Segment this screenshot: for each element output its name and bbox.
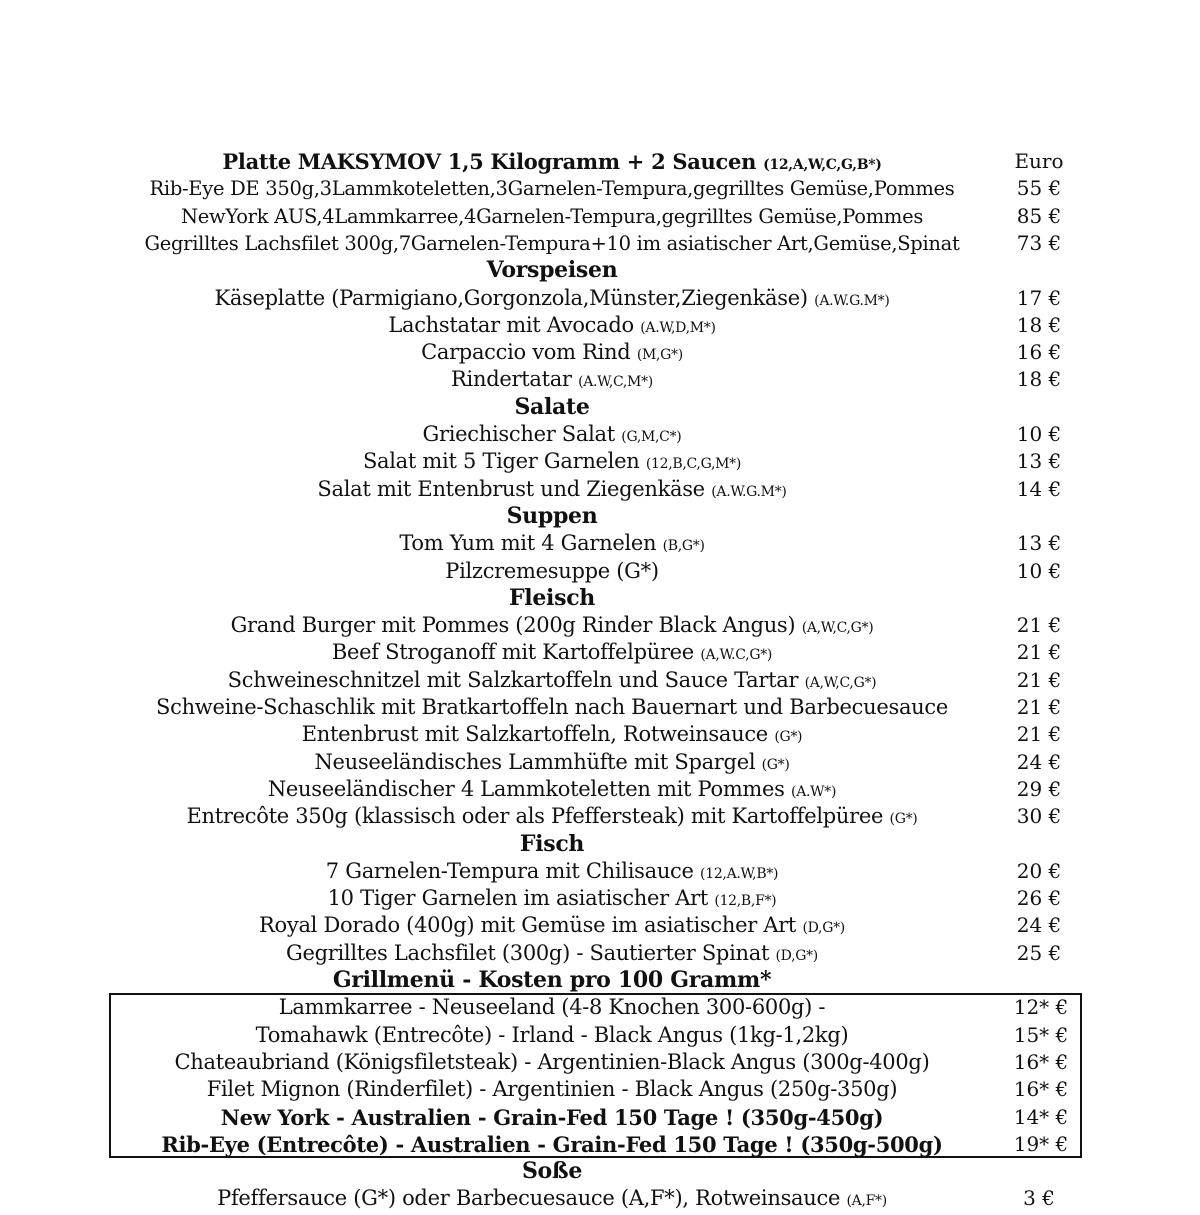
section-heading xyxy=(0,585,1200,612)
item-name-text: Schweine-Schaschlik mit Bratkartoffeln nach Bauernart und Barbecuesauce xyxy=(156,695,948,719)
item-name xyxy=(0,421,1104,451)
item-price: 17 € xyxy=(1016,285,1062,310)
item-name-text: Gegrilltes Lachsfilet 300g,7Garnelen-Tempura+10 im asiatischer Art,Gemüse,Spinat xyxy=(144,231,960,255)
item-name xyxy=(0,776,1104,806)
item-name-text: Entenbrust mit Salzkartoffeln, Rotweinsauce xyxy=(301,722,768,747)
item-name xyxy=(0,448,1104,478)
section-heading xyxy=(0,1158,1200,1185)
allergen-codes: (D,G*) xyxy=(775,947,818,964)
item-name-text: Lammkarree - Neuseeland (4-8 Knochen 300-600g) - xyxy=(278,995,826,1020)
menu-item xyxy=(0,667,1200,694)
item-price: 21 € xyxy=(1016,640,1062,665)
item-price: 55 € xyxy=(1016,176,1062,201)
menu-item xyxy=(0,721,1200,748)
item-name-text: Grand Burger mit Pommes (200g Rinder Black Angus) xyxy=(230,613,796,638)
allergen-codes: (D,G*) xyxy=(802,920,845,937)
menu-item xyxy=(0,1185,1200,1212)
item-name xyxy=(0,912,1104,942)
item-name-text: Soße xyxy=(521,1158,583,1185)
menu-item xyxy=(0,558,1200,585)
item-name-text: Griechischer Salat xyxy=(422,422,615,446)
allergen-codes: (M,G*) xyxy=(636,347,683,364)
item-price: 26 € xyxy=(1016,886,1062,911)
item-price: 21 € xyxy=(1016,613,1062,638)
item-name-text: Chateaubriand (Königsfiletsteak) - Argentinien-Black Angus (300g-400g) xyxy=(174,1049,930,1074)
price-header: Euro xyxy=(1014,149,1064,173)
item-price: 18 € xyxy=(1016,367,1062,392)
item-price: 18 € xyxy=(1016,312,1062,337)
item-name-text: Suppen xyxy=(506,502,598,529)
item-name-text: Neuseeländisches Lammhüfte mit Spargel xyxy=(314,749,756,774)
item-price: 85 € xyxy=(1016,203,1062,228)
menu-item xyxy=(0,1076,1200,1103)
allergen-codes: (A,W.C,G*) xyxy=(700,647,773,664)
item-price: 19* € xyxy=(1013,1131,1069,1156)
section-title xyxy=(0,1158,1104,1185)
item-price: 21 € xyxy=(1016,667,1062,692)
item-price: 13 € xyxy=(1016,531,1062,556)
item-name-text: Rindertatar xyxy=(451,367,572,392)
item-name-text: Lachstatar mit Avocado xyxy=(388,312,634,337)
item-name-text: 10 Tiger Garnelen im asiatischer Art xyxy=(327,886,709,911)
allergen-codes: (A.W,C,M*) xyxy=(578,374,653,391)
menu-item xyxy=(0,312,1200,339)
menu-item xyxy=(0,994,1200,1021)
menu-item xyxy=(0,1104,1200,1131)
menu-item xyxy=(0,203,1200,230)
item-price: 30 € xyxy=(1016,804,1062,829)
item-price: 3 € xyxy=(1023,1186,1055,1211)
item-name-text: Carpaccio vom Rind xyxy=(421,340,631,365)
allergen-codes: (12,B,C,G,M*) xyxy=(645,456,742,473)
item-price: 20 € xyxy=(1016,858,1062,883)
menu-item xyxy=(0,175,1200,202)
allergen-codes: (12,A.W,B*) xyxy=(700,865,779,882)
item-name xyxy=(0,339,1104,369)
section-heading xyxy=(0,394,1200,421)
item-name-text: Käseplatte (Parmigiano,Gorgonzola,Münster,Ziegenkäse) xyxy=(214,285,808,310)
item-name xyxy=(0,203,1104,230)
menu-item xyxy=(0,749,1200,776)
item-price: 25 € xyxy=(1016,940,1062,965)
item-price: 16* € xyxy=(1013,1077,1069,1102)
item-name-text: Gegrilltes Lachsfilet (300g) - Sautierter Spinat xyxy=(286,940,770,965)
item-name xyxy=(0,694,1104,721)
item-name xyxy=(0,366,1104,396)
item-name-text: Rib-Eye (Entrecôte) - Australien - Grain-Fed 150 Tage ! (350g-500g) xyxy=(161,1131,943,1157)
section-title xyxy=(0,967,1104,994)
menu-item xyxy=(0,148,1200,175)
item-name-text: Pfeffersauce (G*) oder Barbecuesauce (A,F*), Rotweinsauce xyxy=(217,1186,841,1211)
item-name xyxy=(0,285,1104,315)
menu-item xyxy=(0,858,1200,885)
item-price: 10 € xyxy=(1016,422,1062,446)
allergen-codes: (12,A,W,C,G,B*) xyxy=(763,157,882,173)
allergen-codes: (B,G*) xyxy=(662,538,705,555)
allergen-codes: (A,W,C,G*) xyxy=(801,620,874,637)
item-name xyxy=(0,749,1104,779)
allergen-codes: (G,M,C*) xyxy=(621,429,682,445)
item-price: 24 € xyxy=(1016,749,1062,774)
item-name-text: Neuseeländischer 4 Lammkoteletten mit Pommes xyxy=(267,776,785,801)
item-name-text: Vorspeisen xyxy=(486,257,618,284)
item-name xyxy=(0,476,1104,506)
item-name-text: Fleisch xyxy=(508,584,595,611)
menu-item xyxy=(0,1022,1200,1049)
menu-item xyxy=(0,476,1200,503)
item-price: 24 € xyxy=(1016,913,1062,938)
item-price: 12* € xyxy=(1013,995,1069,1020)
section-heading xyxy=(0,503,1200,530)
allergen-codes: (A.W.G.M*) xyxy=(814,292,890,309)
item-name-text: Platte MAKSYMOV 1,5 Kilogramm + 2 Saucen xyxy=(222,149,757,174)
menu-item xyxy=(0,776,1200,803)
allergen-codes: (A.W,D,M*) xyxy=(640,319,716,336)
item-price: 14 € xyxy=(1016,476,1062,501)
section-title xyxy=(0,503,1104,530)
allergen-codes: (G*) xyxy=(774,729,803,746)
item-price: 21 € xyxy=(1016,695,1062,719)
allergen-codes: (A.W*) xyxy=(791,783,837,800)
menu-item xyxy=(0,612,1200,639)
allergen-codes: (G*) xyxy=(889,811,918,828)
menu-item xyxy=(0,803,1200,830)
menu-item xyxy=(0,285,1200,312)
menu-item xyxy=(0,448,1200,475)
item-name xyxy=(0,312,1104,342)
menu-item xyxy=(0,339,1200,366)
menu-item xyxy=(0,1049,1200,1076)
item-price: 16* € xyxy=(1013,1049,1069,1074)
item-name-text: Salat mit Entenbrust und Ziegenkäse xyxy=(317,476,705,501)
item-price: 29 € xyxy=(1016,776,1062,801)
item-name-text: Beef Stroganoff mit Kartoffelpüree xyxy=(331,640,694,665)
allergen-codes: (A.W.G.M*) xyxy=(711,483,787,500)
item-name-text: Entrecôte 350g (klassisch oder als Pfeffersteak) mit Kartoffelpüree xyxy=(186,804,884,829)
section-title xyxy=(0,585,1104,612)
section-title xyxy=(0,394,1104,421)
item-name xyxy=(0,639,1104,669)
section-title xyxy=(0,831,1104,858)
item-name-text: Rib-Eye DE 350g,3Lammkoteletten,3Garnelen-Tempura,gegrilltes Gemüse,Pommes xyxy=(149,177,955,201)
item-name xyxy=(0,1022,1104,1049)
item-price: 10 € xyxy=(1016,558,1062,583)
allergen-codes: (A,F*) xyxy=(846,1193,887,1210)
item-name xyxy=(0,612,1104,642)
item-price: 14* € xyxy=(1013,1104,1069,1129)
item-name-text: Pilzcremesuppe (G*) xyxy=(445,558,659,583)
section-heading xyxy=(0,831,1200,858)
item-name xyxy=(0,230,1104,257)
menu-item xyxy=(0,530,1200,557)
section-heading xyxy=(0,967,1200,994)
item-name-text: NewYork AUS,4Lammkarree,4Garnelen-Tempura,gegrilltes Gemüse,Pommes xyxy=(180,204,924,228)
item-name-text: Royal Dorado (400g) mit Gemüse im asiatischer Art xyxy=(259,913,797,938)
item-name-text: Filet Mignon (Rinderfilet) - Argentinien - Black Angus (250g-350g) xyxy=(206,1077,898,1102)
item-price: 13 € xyxy=(1016,449,1062,474)
item-price: 16 € xyxy=(1016,340,1062,365)
section-title xyxy=(0,257,1104,284)
item-name-text: Grillmenü - Kosten pro 100 Gramm* xyxy=(332,967,772,993)
menu-item xyxy=(0,1131,1200,1158)
item-name xyxy=(0,1104,1104,1131)
item-price: 21 € xyxy=(1016,722,1062,747)
item-name xyxy=(0,940,1104,970)
menu-item xyxy=(0,885,1200,912)
item-name xyxy=(0,1076,1104,1103)
item-name xyxy=(0,667,1104,697)
item-name-text: 7 Garnelen-Tempura mit Chilisauce xyxy=(325,858,694,883)
item-name xyxy=(0,858,1104,888)
menu-item xyxy=(0,421,1200,448)
item-name xyxy=(0,175,1104,202)
item-name xyxy=(0,721,1104,751)
menu-item xyxy=(0,230,1200,257)
item-name xyxy=(0,803,1104,833)
item-name-text: Salate xyxy=(514,393,590,420)
allergen-codes: (A,W,C,G*) xyxy=(804,674,877,691)
item-name-text: Tomahawk (Entrecôte) - Irland - Black Angus (1kg-1,2kg) xyxy=(255,1022,849,1047)
menu-item xyxy=(0,940,1200,967)
item-name-text: Tom Yum mit 4 Garnelen xyxy=(399,531,657,556)
item-name xyxy=(0,530,1104,560)
item-name xyxy=(0,1131,1104,1158)
allergen-codes: (12,B,F*) xyxy=(714,893,777,910)
menu-item xyxy=(0,639,1200,666)
allergen-codes: (G*) xyxy=(761,756,790,773)
menu-item xyxy=(0,694,1200,721)
item-name-text: Salat mit 5 Tiger Garnelen xyxy=(362,449,640,474)
menu-item xyxy=(0,366,1200,393)
item-name xyxy=(0,885,1104,915)
menu-item xyxy=(0,912,1200,939)
item-price: 73 € xyxy=(1016,230,1062,255)
section-heading xyxy=(0,257,1200,284)
item-name-text: Schweineschnitzel mit Salzkartoffeln und Sauce Tartar xyxy=(227,667,799,692)
item-name-text: New York - Australien - Grain-Fed 150 Tage ! (350g-450g) xyxy=(220,1104,884,1130)
item-name-text: Fisch xyxy=(519,830,585,857)
item-price: 15* € xyxy=(1013,1022,1069,1047)
item-name xyxy=(0,1185,1104,1215)
item-name xyxy=(0,994,1104,1021)
item-name xyxy=(0,558,1104,585)
item-name xyxy=(0,1049,1104,1076)
